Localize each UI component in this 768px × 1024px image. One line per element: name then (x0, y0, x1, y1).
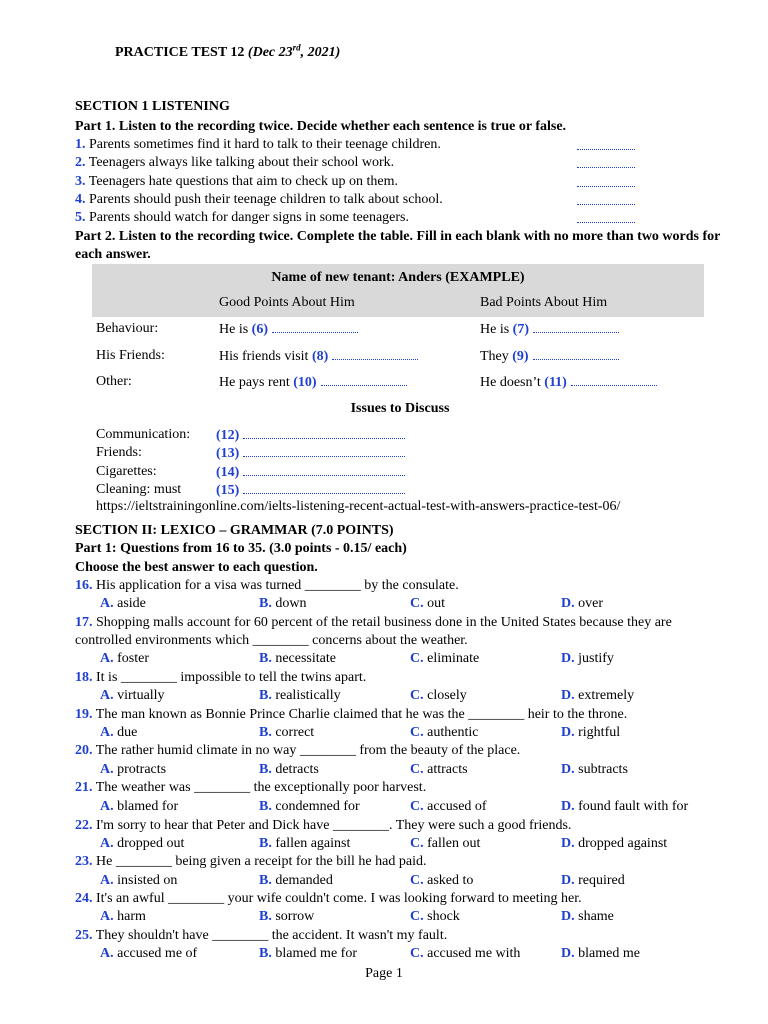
option-b[interactable]: B. demanded (259, 873, 333, 888)
option-a[interactable]: A. due (100, 725, 138, 740)
option-a[interactable]: A. blamed for (100, 799, 179, 814)
tf-item: 1. Parents sometimes find it hard to talk to their teenage children. (75, 136, 725, 154)
option-c[interactable]: C. accused me with (410, 946, 521, 961)
option-c[interactable]: C. closely (410, 688, 467, 703)
option-d[interactable]: D. dropped against (561, 836, 668, 851)
question: 24. It's an awful ________ your wife couldn't come. I was looking forward to meeting her. (75, 891, 582, 906)
option-a[interactable]: A. foster (100, 651, 150, 666)
tf-item: 4. Parents should push their teenage children to talk about school. (75, 191, 725, 209)
table-caption: Name of new tenant: Anders (EXAMPLE) (271, 270, 525, 285)
option-b[interactable]: B. down (259, 596, 307, 611)
choose-instructions: Choose the best answer to each question. (75, 560, 318, 575)
option-c[interactable]: C. shock (410, 909, 460, 924)
options-row (75, 945, 725, 963)
option-d[interactable]: D. blamed me (561, 946, 640, 961)
question: 23. He ________ being given a receipt for the bill he had paid. (75, 854, 427, 869)
table-row: Other: He pays rent (10) He doesn’t (11) (92, 373, 704, 391)
answer-blank[interactable] (577, 209, 635, 223)
answer-blank[interactable] (533, 320, 619, 333)
option-c[interactable]: C. asked to (410, 873, 474, 888)
option-c[interactable]: C. out (410, 596, 446, 611)
option-c[interactable]: C. fallen out (410, 836, 481, 851)
col-bad: Bad Points About Him (480, 295, 608, 310)
option-b[interactable]: B. correct (259, 725, 315, 740)
options-row (75, 798, 725, 816)
options-row (75, 687, 725, 705)
table-row: His Friends: His friends visit (8) They (9) (92, 347, 704, 365)
tf-item: 3. Teenagers hate questions that aim to check up on them. (75, 173, 725, 191)
question: 20. The rather humid climate in no way ________ from the beauty of the place. (75, 743, 521, 758)
section2-heading: SECTION II: LEXICO – GRAMMAR (7.0 POINTS) (75, 523, 394, 538)
issue-row: Cigarettes: (14) (96, 463, 696, 481)
option-b[interactable]: B. sorrow (259, 909, 315, 924)
part2-instructions: Part 2. Listen to the recording twice. Complete the table. Fill in each blank with no more than two words for each answer. (75, 229, 721, 262)
answer-blank[interactable] (243, 444, 405, 457)
issues-heading: Issues to Discuss (350, 401, 450, 416)
col-good: Good Points About Him (219, 295, 355, 310)
issue-row: Cleaning: must (15) (96, 481, 696, 499)
part1-instructions: Part 1. Listen to the recording twice. Decide whether each sentence is true or false. (75, 119, 567, 134)
option-a[interactable]: A. protracts (100, 762, 167, 777)
tf-item: 5. Parents should watch for danger signs in some teenagers. (75, 209, 725, 227)
option-a[interactable]: A. harm (100, 909, 146, 924)
answer-blank[interactable] (577, 154, 635, 168)
option-d[interactable]: D. required (561, 873, 625, 888)
question: 25. They shouldn't have ________ the accident. It wasn't my fault. (75, 928, 448, 943)
option-d[interactable]: D. shame (561, 909, 614, 924)
answer-blank[interactable] (332, 347, 418, 360)
tf-item: 2. Teenagers always like talking about their school work. (75, 154, 725, 172)
options-row (75, 761, 725, 779)
table-header (92, 264, 704, 317)
option-b[interactable]: B. realistically (259, 688, 341, 703)
option-d[interactable]: D. extremely (561, 688, 635, 703)
answer-blank[interactable] (321, 373, 407, 386)
answer-blank[interactable] (577, 173, 635, 187)
tenant-table (92, 264, 704, 317)
page-title: PRACTICE TEST 12 (Dec 23rd, 2021) (115, 42, 341, 60)
issue-row: Communication: (12) (96, 426, 696, 444)
option-a[interactable]: A. virtually (100, 688, 165, 703)
options-row (75, 724, 725, 742)
question: 19. The man known as Bonnie Prince Charlie claimed that he was the ________ heir to the throne. (75, 707, 628, 722)
question: 16. His application for a visa was turned ________ by the consulate. (75, 578, 459, 593)
options-row (75, 872, 725, 890)
option-d[interactable]: D. rightful (561, 725, 621, 740)
options-row (75, 595, 725, 613)
option-c[interactable]: C. eliminate (410, 651, 480, 666)
answer-blank[interactable] (571, 373, 657, 386)
question: 17. Shopping malls account for 60 percent of the retail business done in the United States because they are controlled environments which ________ concerns about the weather. (75, 615, 672, 648)
option-c[interactable]: C. attracts (410, 762, 468, 777)
option-d[interactable]: D. over (561, 596, 604, 611)
table-row: Behaviour: He is (6) He is (7) (92, 320, 704, 338)
answer-blank[interactable] (243, 426, 405, 439)
option-d[interactable]: D. justify (561, 651, 614, 666)
question: 21. The weather was ________ the exceptionally poor harvest. (75, 780, 427, 795)
option-c[interactable]: C. authentic (410, 725, 479, 740)
option-b[interactable]: B. blamed me for (259, 946, 357, 961)
option-d[interactable]: D. found fault with for (561, 799, 689, 814)
options-row (75, 908, 725, 926)
options-row (75, 650, 725, 668)
source-url[interactable]: https://ieltstrainingonline.com/ielts-listening-recent-actual-test-with-answers-practice-test-06/ (96, 499, 621, 514)
answer-blank[interactable] (243, 463, 405, 476)
section2-part1-instructions: Part 1: Questions from 16 to 35. (3.0 points - 0.15/ each) (75, 541, 407, 556)
option-b[interactable]: B. detracts (259, 762, 319, 777)
option-a[interactable]: A. dropped out (100, 836, 185, 851)
option-b[interactable]: B. necessitate (259, 651, 336, 666)
option-d[interactable]: D. subtracts (561, 762, 628, 777)
option-a[interactable]: A. aside (100, 596, 146, 611)
answer-blank[interactable] (577, 136, 635, 150)
question: 22. I'm sorry to hear that Peter and Dick have ________. They were such a good friends. (75, 818, 572, 833)
page-number: Page 1 (365, 966, 403, 981)
option-a[interactable]: A. insisted on (100, 873, 178, 888)
answer-blank[interactable] (577, 191, 635, 205)
answer-blank[interactable] (272, 320, 358, 333)
answer-blank[interactable] (533, 347, 619, 360)
option-a[interactable]: A. accused me of (100, 946, 198, 961)
option-c[interactable]: C. accused of (410, 799, 487, 814)
question: 18. It is ________ impossible to tell the twins apart. (75, 670, 367, 685)
options-row (75, 835, 725, 853)
answer-blank[interactable] (243, 481, 405, 494)
option-b[interactable]: B. condemned for (259, 799, 360, 814)
issue-row: Friends: (13) (96, 444, 696, 462)
option-b[interactable]: B. fallen against (259, 836, 351, 851)
section1-heading: SECTION 1 LISTENING (75, 99, 230, 114)
